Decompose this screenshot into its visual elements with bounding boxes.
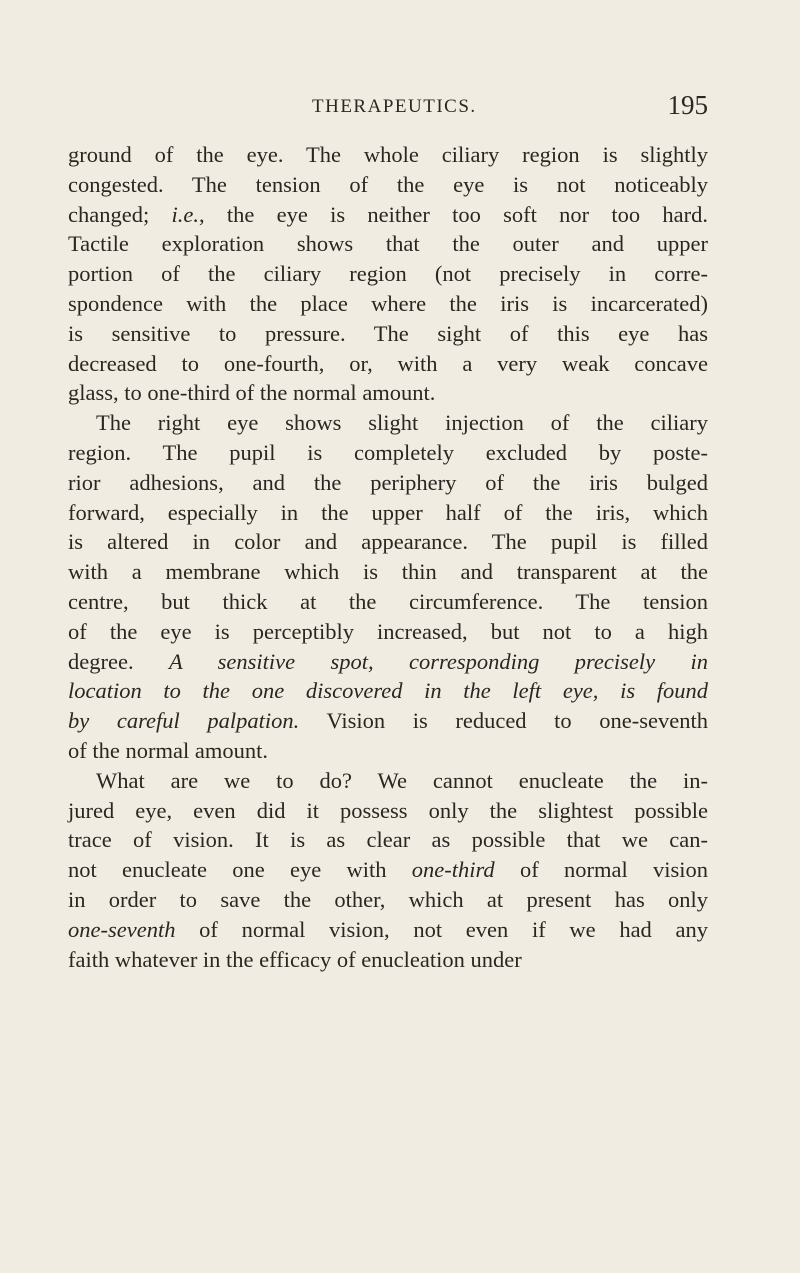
text-run: trace of vision. It is as clear as possible that we can- (68, 827, 708, 853)
text-run: changed; (68, 201, 172, 227)
text-run: of normal vision (494, 857, 708, 883)
text-line (68, 825, 708, 855)
text-run: rior adhesions, and the periphery of the iris bulged (68, 469, 708, 495)
text-line (68, 885, 708, 915)
text-run: congested. The tension of the eye is not noticeably (68, 171, 708, 197)
text-line (68, 706, 708, 736)
text-line (68, 855, 708, 885)
italic-text: location to the one discovered in the left eye, is found (68, 678, 708, 704)
text-run: region. The pupil is completely excluded by poste- (68, 439, 708, 465)
text-line (68, 170, 708, 200)
text-line (68, 259, 708, 289)
text-run: The right eye shows slight injection of the ciliary (96, 410, 708, 436)
text-line (68, 349, 708, 379)
text-line (68, 140, 708, 170)
text-line (68, 378, 708, 408)
text-run: portion of the ciliary region (not precisely in corre- (68, 261, 708, 287)
text-line (68, 915, 708, 945)
text-line (68, 587, 708, 617)
italic-text: one-third (411, 857, 495, 883)
text-run: of the eye is perceptibly increased, but not to a high (68, 618, 708, 644)
italic-text: i.e. (171, 201, 199, 227)
text-run: Tactile exploration shows that the outer and upper (68, 231, 708, 257)
text-run: decreased to one-fourth, or, with a very weak concave (68, 350, 708, 376)
body-text (68, 140, 708, 974)
text-line (68, 647, 708, 677)
text-line (68, 200, 708, 230)
text-line (68, 766, 708, 796)
paragraph (68, 766, 708, 975)
text-run: glass, to one-third of the normal amount. (68, 380, 436, 406)
text-line (68, 229, 708, 259)
page-number: 195 (667, 90, 708, 120)
text-run: spondence with the place where the iris is incarcerated) (68, 290, 708, 316)
text-run: is altered in color and appearance. The pupil is filled (68, 529, 708, 555)
text-run: is sensitive to pressure. The sight of this eye has (68, 320, 708, 346)
text-run: forward, especially in the upper half of the iris, which (68, 499, 708, 525)
text-run: degree. (68, 648, 169, 674)
text-run: ground of the eye. The whole ciliary region is slightly (68, 142, 708, 167)
text-line (68, 408, 708, 438)
text-line (68, 676, 708, 706)
text-line (68, 498, 708, 528)
text-line (68, 736, 708, 766)
text-line (68, 617, 708, 647)
text-run: of the normal amount. (68, 737, 268, 763)
text-run: jured eye, even did it possess only the slightest possible (68, 797, 708, 823)
text-line (68, 468, 708, 498)
text-run: of normal vision, not even if we had any (175, 916, 708, 942)
text-run: Vision is reduced to one-seventh (299, 708, 709, 734)
italic-text: one-seventh (68, 916, 176, 942)
text-run: , the eye is neither too soft nor too hard. (198, 201, 708, 227)
text-line (68, 319, 708, 349)
text-run: centre, but thick at the circumference. The tension (68, 588, 708, 614)
text-run: not enucleate one eye with (68, 857, 412, 883)
running-head (68, 90, 708, 126)
text-run: What are we to do? We cannot enucleate the in- (96, 767, 708, 793)
text-line (68, 289, 708, 319)
text-line (68, 527, 708, 557)
running-head-title: THERAPEUTICS. (312, 96, 477, 117)
text-line (68, 945, 708, 975)
paragraph (68, 408, 708, 766)
text-run: with a membrane which is thin and transparent at the (68, 559, 708, 585)
text-line (68, 438, 708, 468)
text-run: faith whatever in the efficacy of enucleation under (68, 946, 522, 972)
italic-text: by careful palpation. (68, 708, 300, 734)
italic-text: A sensitive spot, corresponding precisely in (168, 648, 709, 674)
text-line (68, 557, 708, 587)
text-run: in order to save the other, which at present has only (68, 886, 708, 912)
text-line (68, 796, 708, 826)
paragraph (68, 140, 708, 408)
